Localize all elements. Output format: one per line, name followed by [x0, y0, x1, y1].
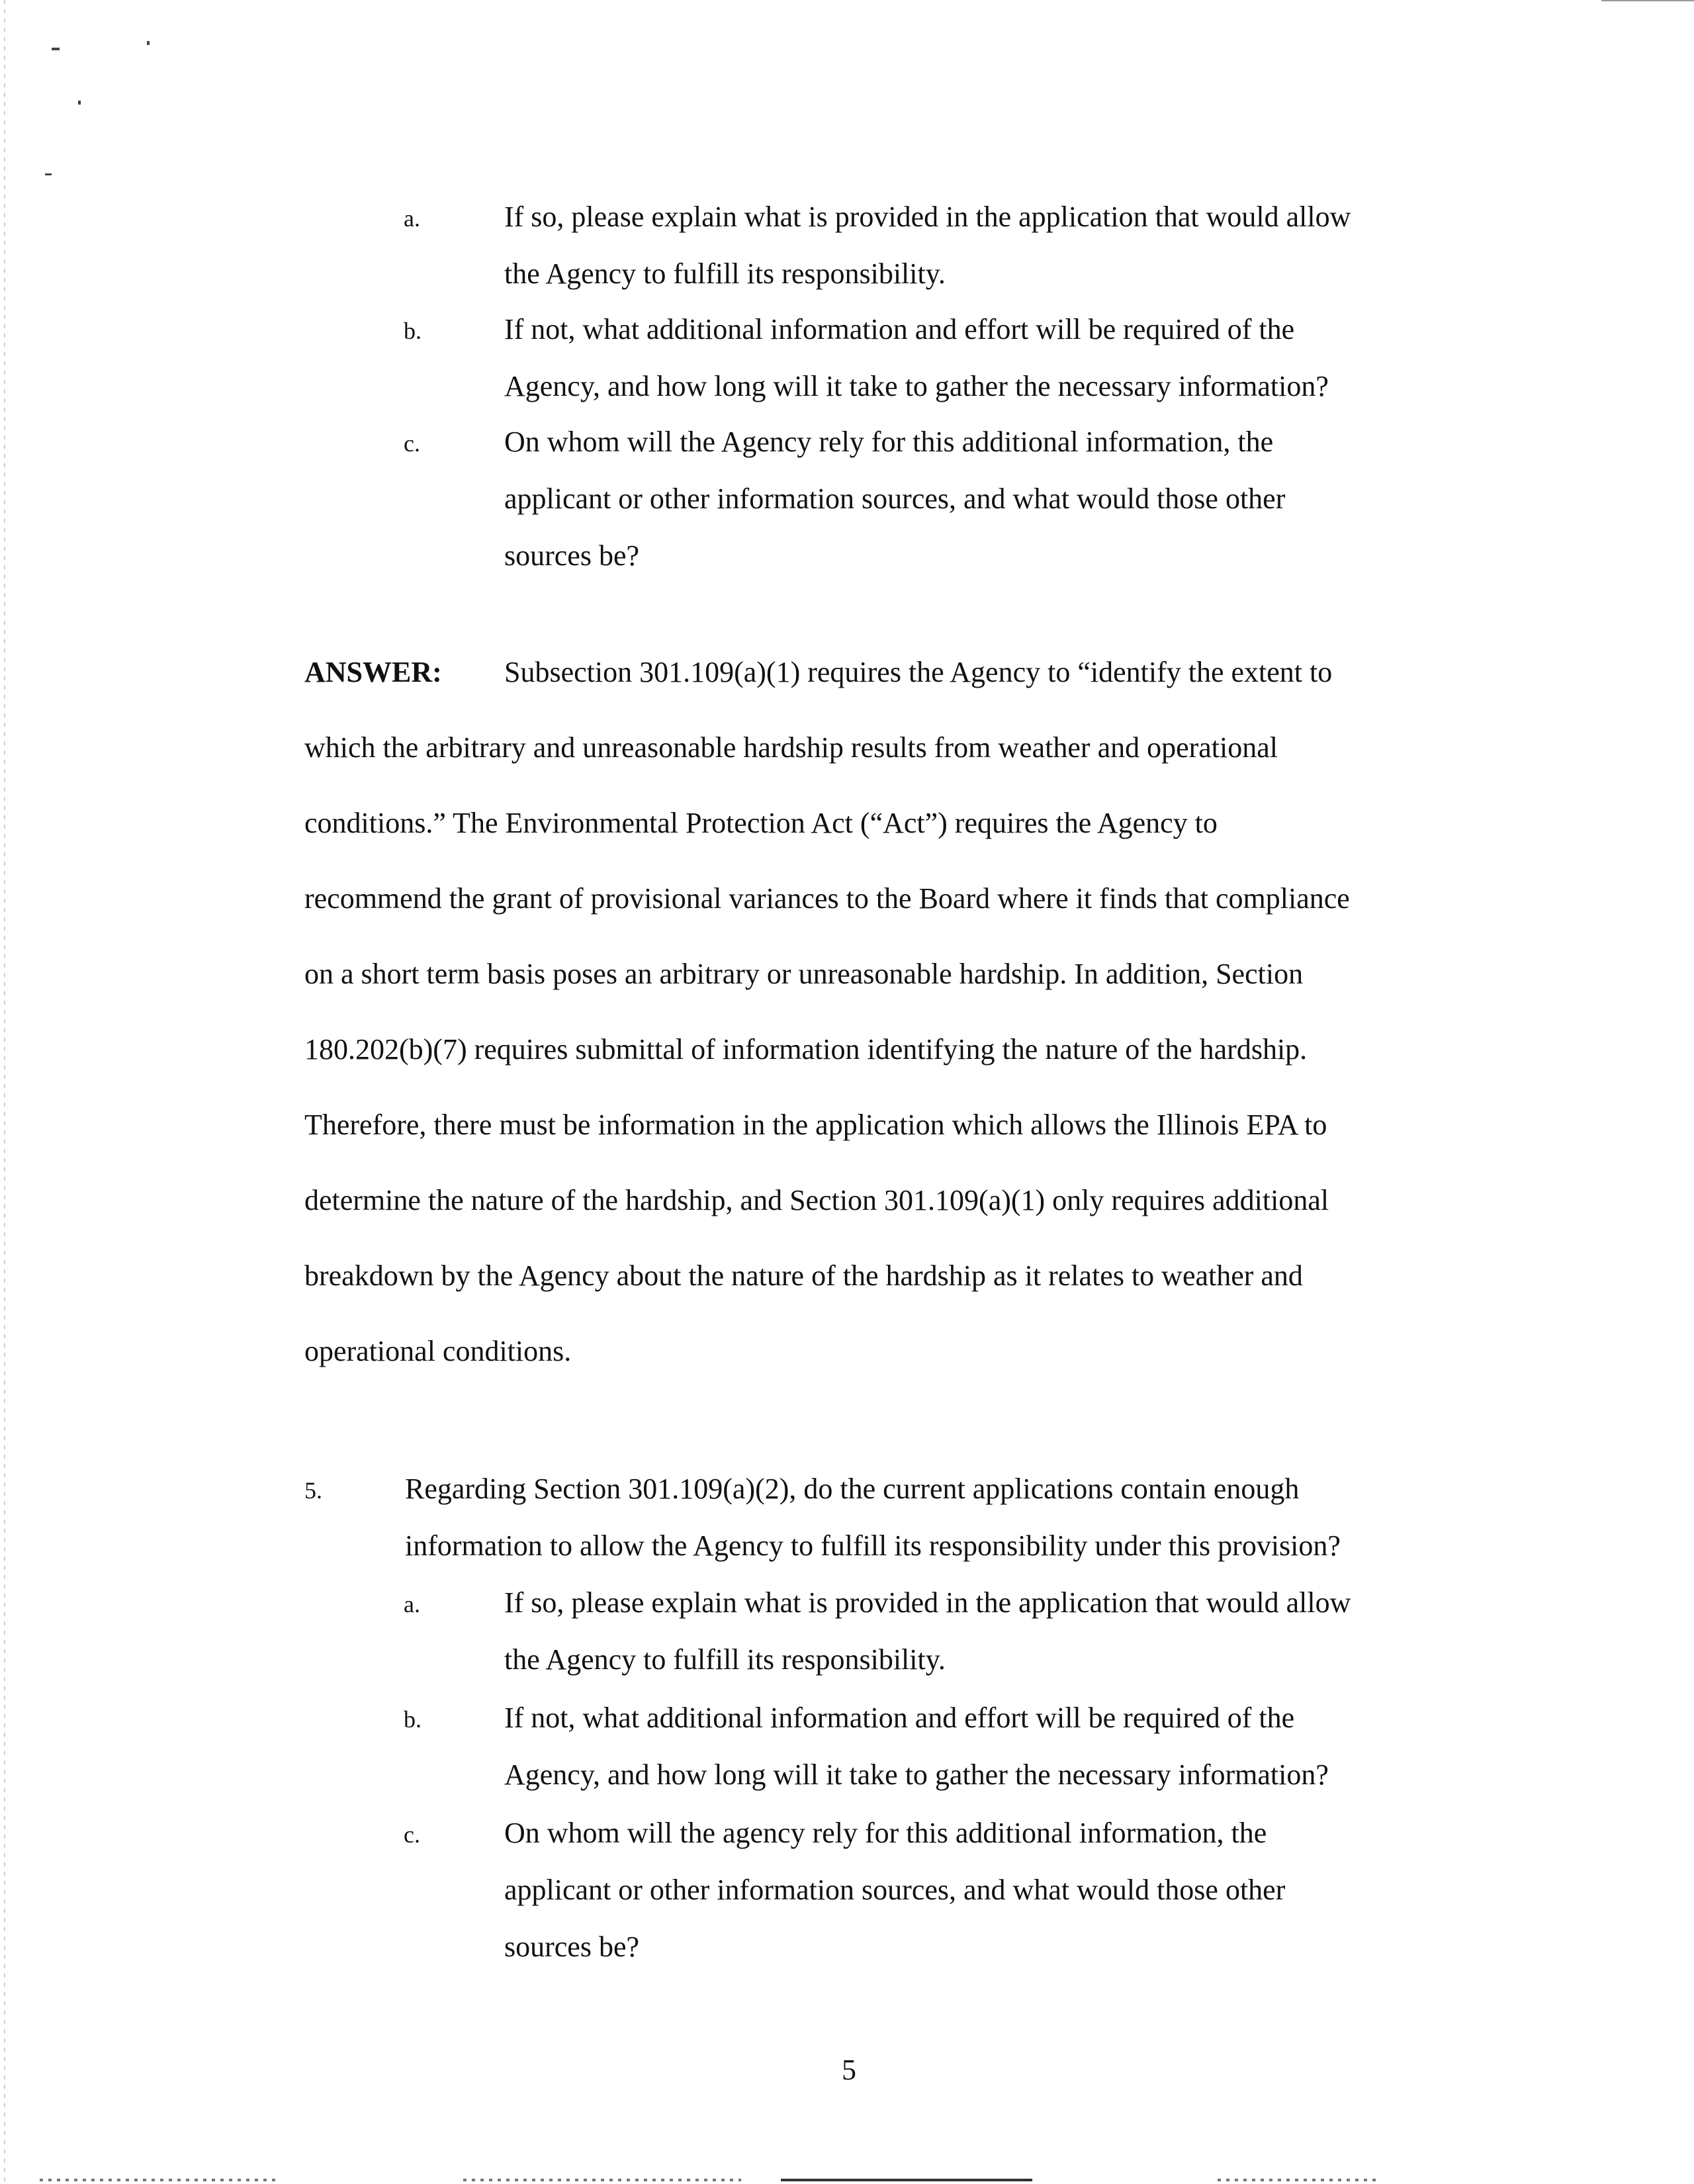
- text-line: If so, please explain what is provided in the application that would allow: [504, 1586, 1351, 1619]
- scan-bottom-noise: [40, 2179, 278, 2181]
- text-line: On whom will the Agency rely for this additional information, the: [504, 426, 1274, 458]
- list-marker: b.: [404, 1706, 422, 1733]
- list-marker: b.: [404, 318, 422, 344]
- text-line: the Agency to fulfill its responsibility.: [504, 257, 946, 290]
- text-line: sources be?: [504, 1931, 640, 1963]
- page-number: 5: [842, 2054, 856, 2086]
- list-marker: 5.: [304, 1477, 322, 1504]
- list-marker: c.: [404, 430, 420, 457]
- scan-speck: [52, 48, 60, 50]
- text-line: determine the nature of the hardship, and Section 301.109(a)(1) only requires additional: [304, 1184, 1329, 1216]
- text-line: Agency, and how long will it take to gather the necessary information?: [504, 370, 1329, 402]
- text-line: If so, please explain what is provided in the application that would allow: [504, 201, 1351, 233]
- scan-bottom-noise: [463, 2179, 741, 2181]
- scan-bottom-noise: [781, 2179, 1032, 2181]
- answer-label: ANSWER:: [304, 656, 442, 688]
- text-line: Regarding Section 301.109(a)(2), do the current applications contain enough: [405, 1473, 1300, 1505]
- text-line: the Agency to fulfill its responsibility.: [504, 1643, 946, 1676]
- text-line: recommend the grant of provisional variances to the Board where it finds that compliance: [304, 882, 1350, 915]
- text-line: operational conditions.: [304, 1335, 572, 1367]
- scan-speck: [78, 101, 81, 105]
- text-line: 180.202(b)(7) requires submittal of information identifying the nature of the hardship.: [304, 1033, 1308, 1066]
- text-line: which the arbitrary and unreasonable hardship results from weather and operational: [304, 731, 1278, 764]
- text-line: applicant or other information sources, and what would those other: [504, 482, 1286, 515]
- text-line: conditions.” The Environmental Protection Act (“Act”) requires the Agency to: [304, 807, 1218, 839]
- scan-speck: [147, 41, 150, 45]
- text-line: sources be?: [504, 539, 640, 572]
- text-line: If not, what additional information and effort will be required of the: [504, 313, 1295, 345]
- text-line: on a short term basis poses an arbitrary or unreasonable hardship. In addition, Section: [304, 958, 1304, 990]
- list-marker: a.: [404, 205, 420, 232]
- text-line: information to allow the Agency to fulfill its responsibility under this provision?: [405, 1529, 1341, 1562]
- scan-edge-artifact: [4, 0, 5, 2184]
- text-line: Agency, and how long will it take to gather the necessary information?: [504, 1758, 1329, 1791]
- text-line: On whom will the agency rely for this additional information, the: [504, 1817, 1267, 1849]
- list-marker: c.: [404, 1821, 420, 1848]
- text-line: breakdown by the Agency about the nature of the hardship as it relates to weather and: [304, 1259, 1303, 1292]
- text-line: Therefore, there must be information in the application which allows the Illinois EPA to: [304, 1109, 1327, 1141]
- scan-top-rule-artifact: [1601, 0, 1694, 1]
- text-line: Subsection 301.109(a)(1) requires the Agency to “identify the extent to: [504, 656, 1333, 688]
- scan-speck: [45, 173, 52, 175]
- list-marker: a.: [404, 1591, 420, 1617]
- text-line: applicant or other information sources, and what would those other: [504, 1874, 1286, 1906]
- text-line: If not, what additional information and effort will be required of the: [504, 1702, 1295, 1734]
- scan-bottom-noise: [1218, 2179, 1376, 2181]
